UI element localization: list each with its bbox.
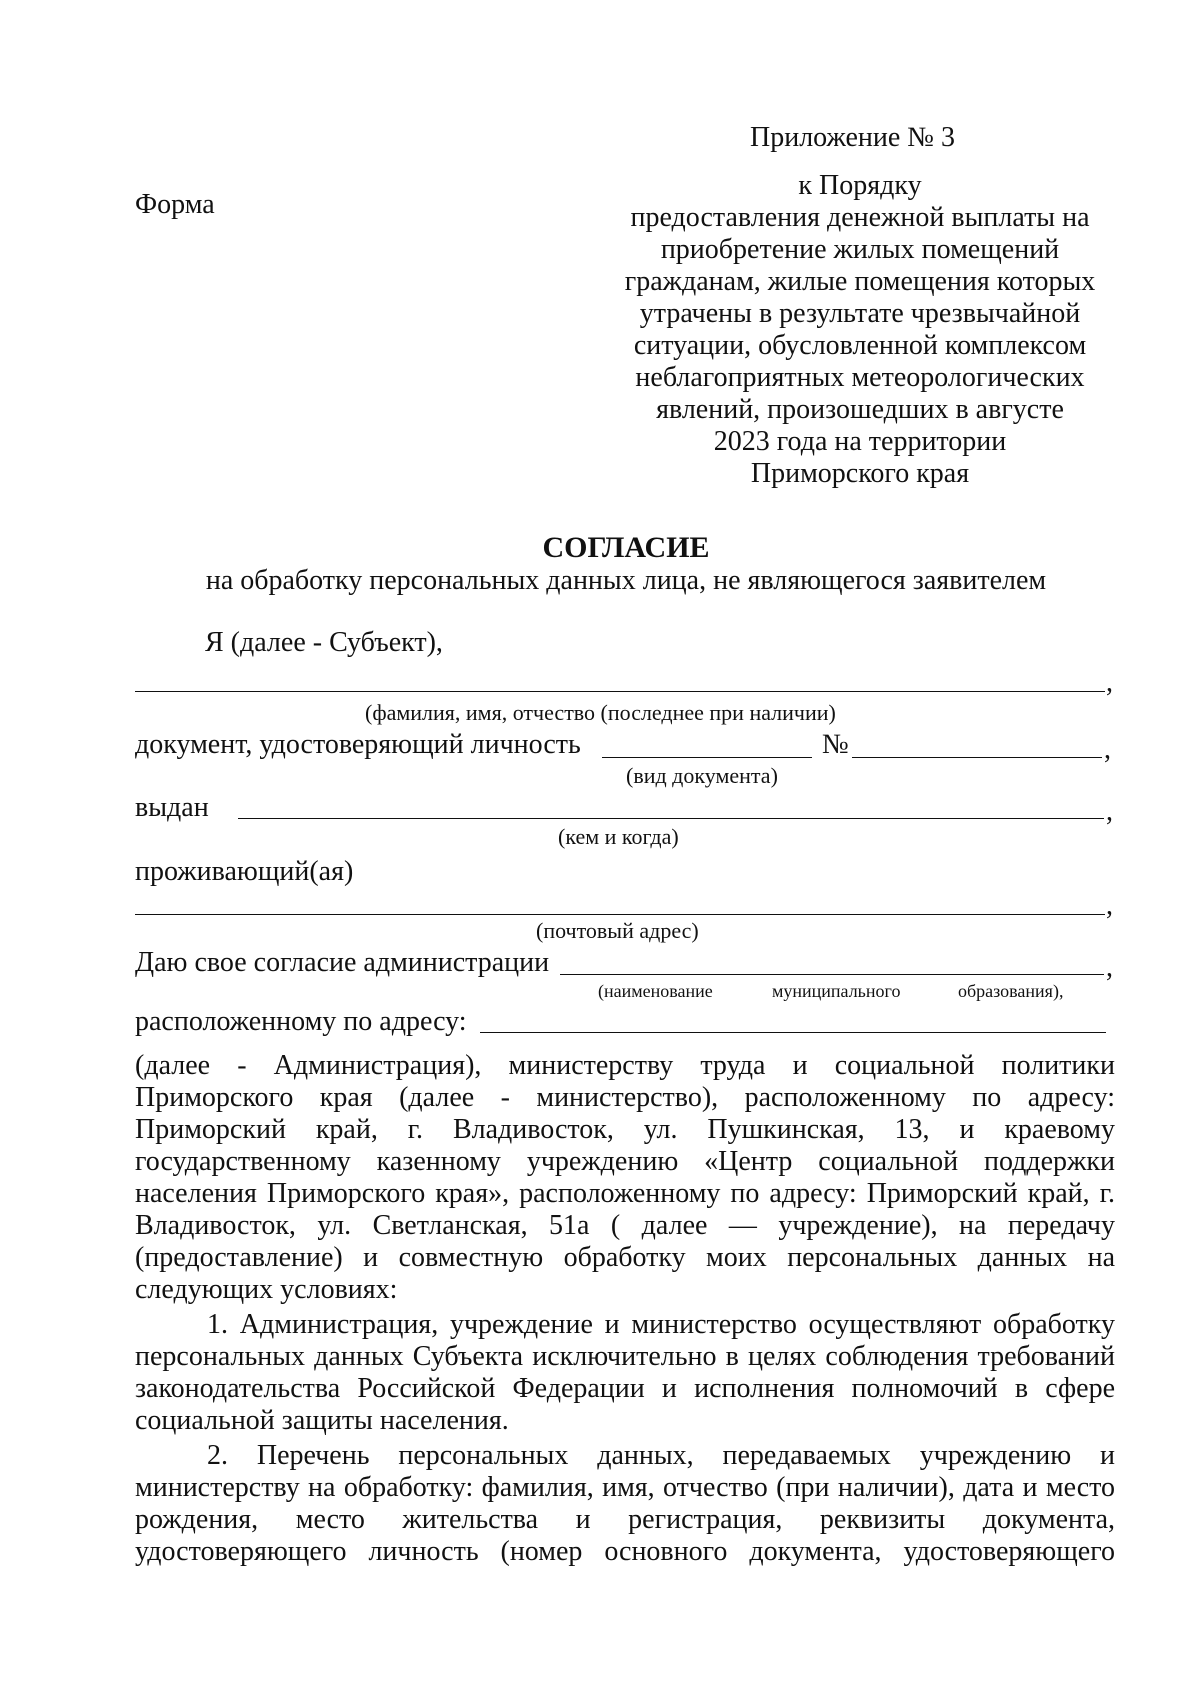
- doc-type-line: [602, 757, 812, 758]
- appendix-line: утрачены в результате чрезвычайной: [639, 298, 1081, 329]
- appendix-number: Приложение № 3: [750, 122, 955, 153]
- document-title: СОГЛАСИЕ: [542, 531, 710, 564]
- located-address-line: [480, 1032, 1106, 1033]
- issued-caption: (кем и когда): [558, 824, 679, 849]
- doc-label: документ, удостоверяющий личность: [135, 729, 581, 760]
- appendix-line: гражданам, жилые помещения которых: [624, 266, 1096, 297]
- address-caption: (почтовый адрес): [536, 918, 699, 943]
- doc-number-line: [852, 757, 1102, 758]
- clause-1: 1. Администрация, учреждение и министерство осуществляют обработку персональных данных Субъекта исключительно в целях соблюдения требований законодательства Российской Федерации и исполнения полномочий в сфере социальной защиты населения.: [135, 1309, 1115, 1436]
- doc-type-caption: (вид документа): [626, 763, 778, 788]
- issued-label: выдан: [135, 792, 209, 823]
- body-paragraph: (далее - Администрация), министерству труда и социальной политики Приморского края (далее - министерство), расположенному по адресу: Приморский край, г. Владивосток, ул. Пушкинская, 13, и краевому государственному казенному учреждению «Центр социальной поддержки населения Приморского края», расположенному по адресу: Приморский край, г. Владивосток, ул. Светланская, 51а ( далее — учреждение), на передачу (предоставление) и совместную обработку моих персональных данных на следующих условиях:: [135, 1050, 1115, 1305]
- appendix-line: явлений, произошедших в августе: [656, 394, 1064, 425]
- body-text: [135, 1050, 1115, 1568]
- appendix-line: ситуации, обусловленной комплексом: [633, 330, 1087, 361]
- appendix-reference: [590, 170, 1130, 490]
- document-subtitle: на обработку персональных данных лица, не являющегося заявителем: [205, 565, 1047, 596]
- comma: ,: [1106, 952, 1113, 983]
- mo-caption-2: муниципального: [772, 981, 901, 1001]
- appendix-line: 2023 года на территории: [713, 426, 1007, 457]
- number-sign: №: [822, 729, 849, 760]
- consent-label: Даю свое согласие администрации: [135, 947, 550, 978]
- appendix-line: предоставления денежной выплаты на: [630, 202, 1090, 233]
- appendix-line: неблагоприятных метеорологических: [635, 362, 1085, 393]
- fio-caption: (фамилия, имя, отчество (последнее при наличии): [365, 700, 836, 725]
- located-label: расположенному по адресу:: [135, 1006, 467, 1037]
- issued-line: [238, 818, 1104, 819]
- mo-caption-1: (наименование: [598, 981, 713, 1001]
- form-label: Форма: [135, 189, 215, 220]
- municipality-line: [560, 974, 1104, 975]
- address-line: [135, 914, 1105, 915]
- comma: ,: [1106, 890, 1113, 921]
- clause-2: 2. Перечень персональных данных, передаваемых учреждению и министерству на обработку: фамилия, имя, отчество (при наличии), дата и место рождения, место жительства и регистрация, реквизиты документа, удостоверяющего личность (номер основного документа, удостоверяющего: [135, 1440, 1115, 1567]
- comma: ,: [1106, 667, 1113, 698]
- residing-label: проживающий(ая): [135, 856, 354, 887]
- appendix-line: Приморского края: [750, 458, 970, 489]
- comma: ,: [1104, 734, 1111, 765]
- appendix-line: приобретение жилых помещений: [660, 234, 1060, 265]
- comma: ,: [1106, 796, 1113, 827]
- subject-intro: Я (далее - Субъект),: [205, 627, 443, 658]
- fio-line: [135, 691, 1105, 692]
- appendix-line: к Порядку: [798, 170, 922, 201]
- mo-caption-3: образования),: [958, 981, 1064, 1001]
